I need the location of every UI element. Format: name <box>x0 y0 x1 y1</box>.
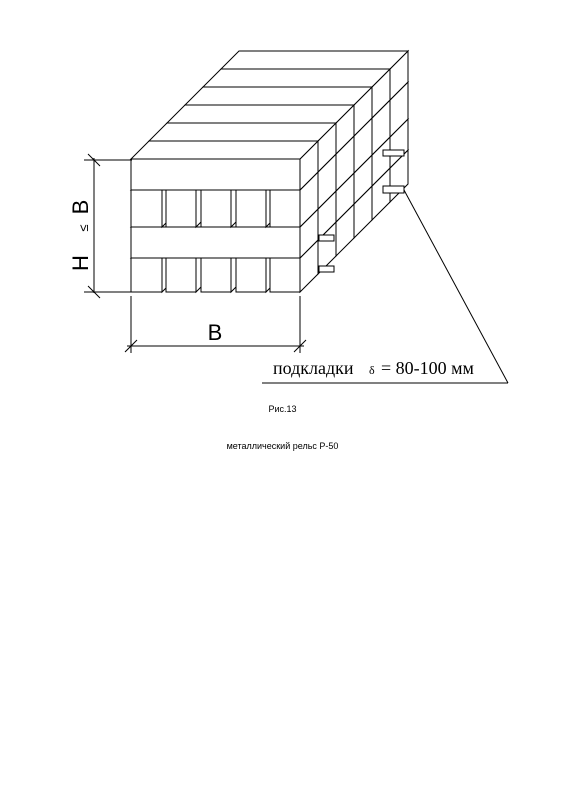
height-label-h: H <box>68 255 93 271</box>
cross-beam-l1-0-0-front <box>131 258 162 292</box>
long-beam-l4-2-top <box>167 105 354 123</box>
long-beam-l4-0-top <box>131 141 318 159</box>
cross-beam-l1-0-2-front <box>201 258 231 292</box>
figure-caption: Рис.13 <box>268 404 297 414</box>
height-label-rel: ≤ <box>76 224 91 232</box>
cross-beam-l3-0-1-front <box>166 190 196 227</box>
spacer-pad-3 <box>383 150 404 156</box>
long-beam-l4-1-top <box>149 123 336 141</box>
cross-beam-l1-0-4-front <box>270 258 300 292</box>
cross-beam-l3-0-2-front <box>201 190 231 227</box>
cross-beam-l1-0-3-front <box>236 258 266 292</box>
cross-beam-l3-0-3-front <box>236 190 266 227</box>
long-beam-l2-0-front <box>131 227 300 258</box>
callout-text-prefix: подкладки <box>273 358 354 378</box>
long-beam-l4-5-top <box>221 51 408 69</box>
height-label-b: B <box>68 199 93 215</box>
rail-caption: металлический рельс Р-50 <box>226 441 339 451</box>
cross-beam-l3-0-4-front <box>270 190 300 227</box>
cross-beam-l1-0-1-front <box>166 258 196 292</box>
width-label: B <box>207 320 223 345</box>
spacer-pad-0 <box>319 266 334 272</box>
long-beam-l4-4-top <box>203 69 390 87</box>
callout-symbol: δ <box>369 363 375 377</box>
callout-leader <box>404 190 508 383</box>
callout-value: = 80-100 мм <box>381 358 474 378</box>
timber-stack <box>131 51 408 292</box>
spacer-pad-2 <box>383 186 404 193</box>
long-beam-l4-0-front <box>131 159 300 190</box>
long-beam-l4-3-top <box>185 87 372 105</box>
cross-beam-l3-0-0-front <box>131 190 162 227</box>
spacer-pad-1 <box>319 235 334 241</box>
